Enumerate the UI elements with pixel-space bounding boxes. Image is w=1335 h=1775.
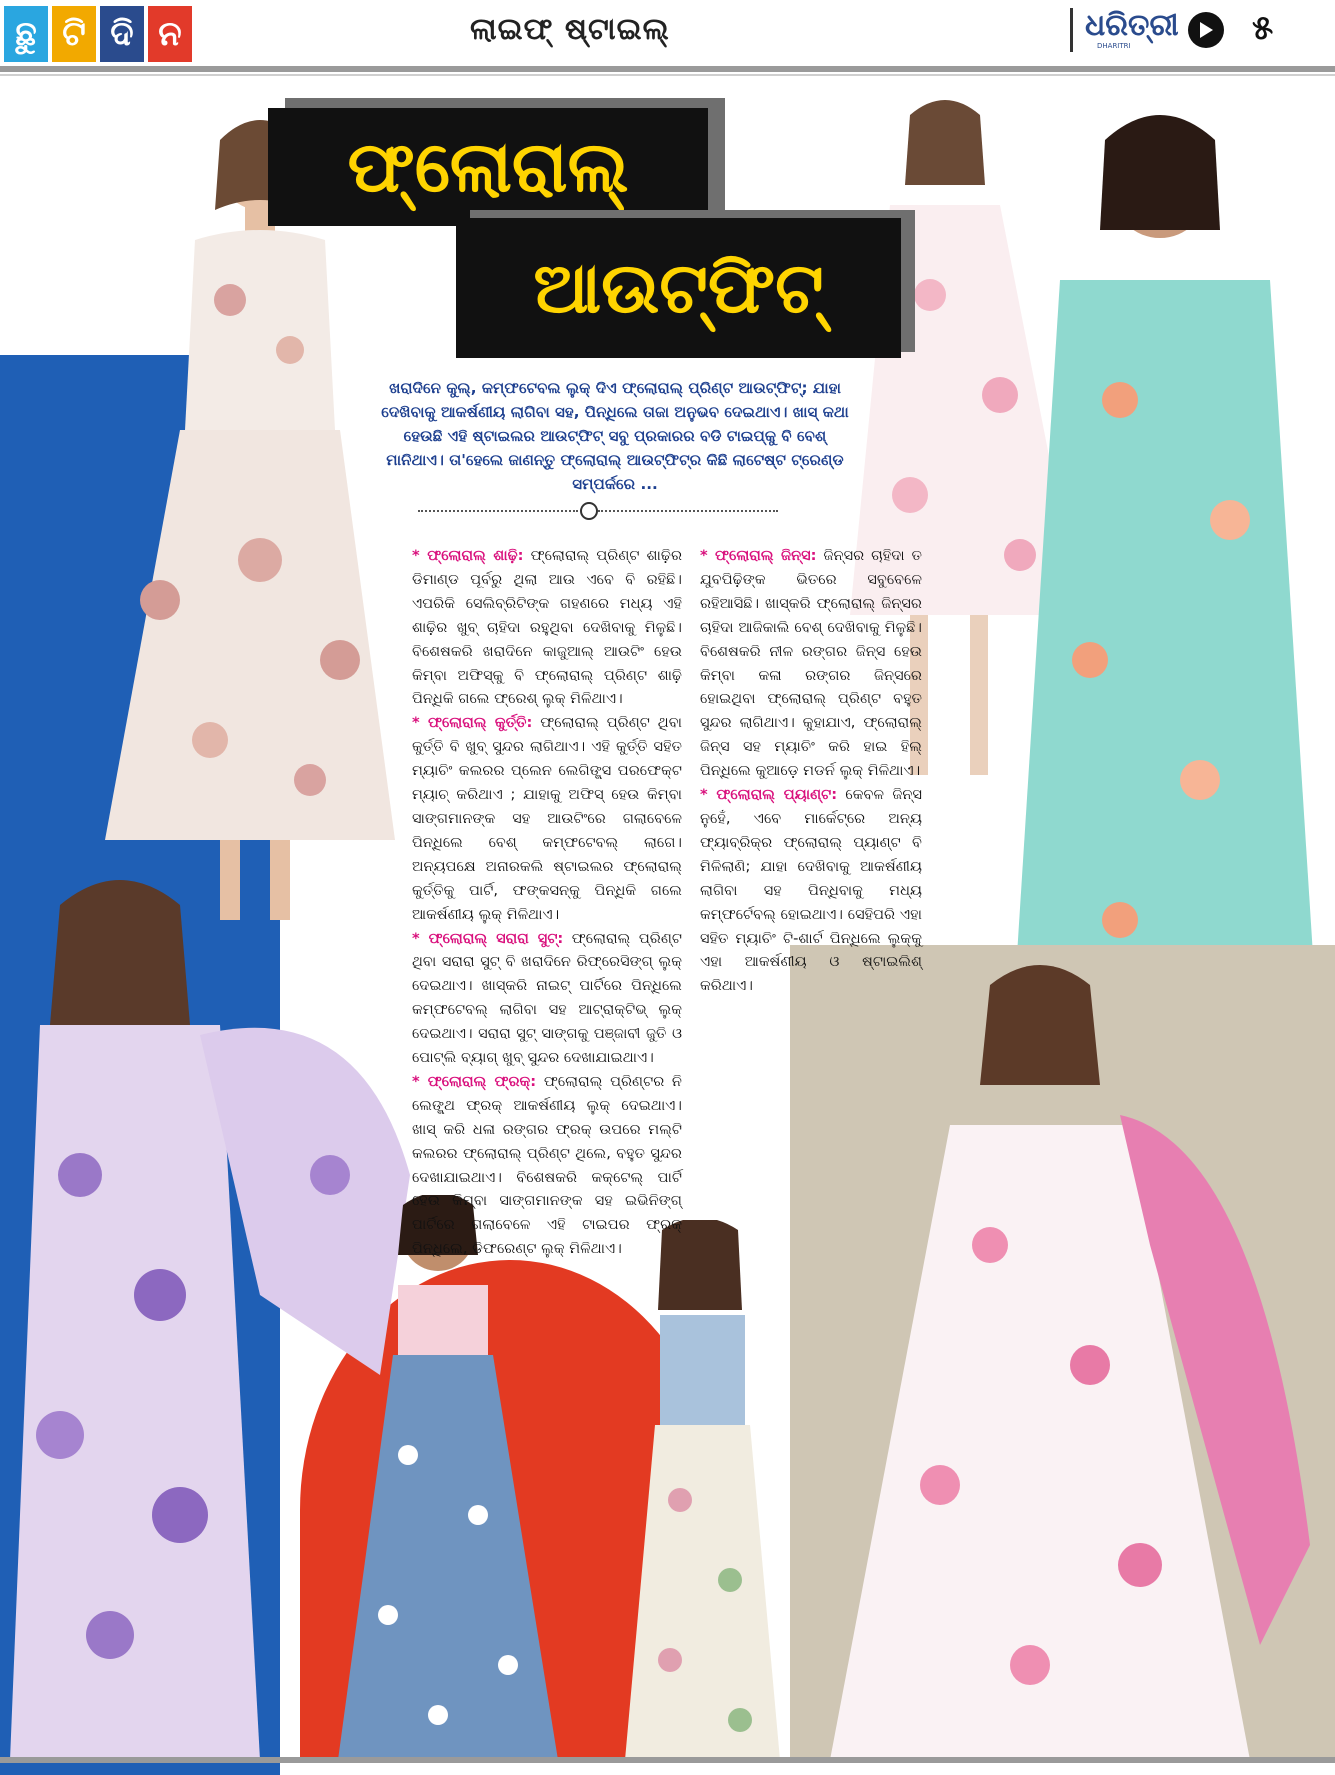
- header-rule: [0, 66, 1335, 72]
- section-heading: * ଫ୍ଲୋରାଲ୍ ଜିନ୍ସ:: [700, 547, 817, 564]
- article-section: [412, 927, 682, 1070]
- article-section: [412, 544, 682, 711]
- play-icon: [1188, 12, 1224, 48]
- section-heading: * ଫ୍ଲୋରାଲ୍ ସରାରା ସୁଟ୍:: [412, 929, 564, 947]
- footer-rule: [0, 1757, 1335, 1763]
- logo-char: ଦି: [100, 6, 144, 62]
- newspaper-logo: ଧରିତ୍ରୀ: [1085, 8, 1179, 43]
- headline-text: ଆଉଟ୍‌ଫିଟ୍: [533, 246, 824, 329]
- newspaper-logo-sub: DHARITRI: [1097, 42, 1131, 50]
- headline-line-1: [268, 108, 708, 226]
- section-body: କେବଳ ଜିନ୍ସ ନୁହେଁ, ଏବେ ମାର୍କେଟ୍‌ରେ ଅନ୍ୟ ଫ୍ୟାବ୍ରିକ୍‌ର ଫ୍ଲୋରାଲ୍ ପ୍ୟାଣ୍ଟ ବି ମିଳିଲାଣି; ଯାହା ଦେଖିବାକୁ ଆକର୍ଷଣୀୟ ଲାଗିବା ସହ ପିନ୍ଧିବାକୁ ମଧ୍ୟ କମ୍ଫର୍ଟେବଲ୍ ହୋଇଥାଏ। ସେହିପରି ଏହା ସହିତ ମ୍ୟାଚିଂ ଟି-ଶାର୍ଟ ପିନ୍ଧିଲେ ଲୁକ୍‌କୁ ଏହା ଆକର୍ଷଣୀୟ ଓ ଷ୍ଟାଇଲିଶ୍ କରିଥାଏ।: [700, 786, 922, 995]
- article-section: [700, 544, 922, 783]
- photo-floral-kurti: [790, 945, 1335, 1760]
- masthead: [0, 0, 1335, 72]
- section-body: ଫ୍ଲୋରାଲ୍ ପ୍ରିଣ୍ଟ ଶାଢ଼ିର ଡିମାଣ୍ଡ ପୂର୍ବରୁ ଥିଲା ଆଉ ଏବେ ବି ରହିଛି। ଏପରିକି ସେଲିବ୍ରିଟିଙ୍କ ଗହଣରେ ମଧ୍ୟ ଏହି ଶାଢ଼ିର ଖୁବ୍ ଚାହିଦା ରହୁଥିବା ଦେଖିବାକୁ ମିଳୁଛି। ବିଶେଷକରି ଖରାଦିନେ କାଜୁଆଲ୍ ଆଉଟିଂ ହେଉ କିମ୍ବା ଅଫିସ୍‌କୁ ବି ଫ୍ଲୋରାଲ୍ ପ୍ରିଣ୍ଟ ଶାଢ଼ି ପିନ୍ଧିକି ଗଲେ ଫ୍ରେଶ୍ ଲୁକ୍ ମିଳିଥାଏ।: [412, 547, 683, 708]
- photo-floral-saree-aqua: [1000, 100, 1330, 1065]
- header-rule: [0, 74, 1335, 76]
- logo-char: ନ: [148, 6, 192, 62]
- headline-text: ଫ୍ଲୋରାଲ୍: [347, 125, 629, 208]
- section-body: ଜିନ୍ସର ଚାହିଦା ତ ଯୁବପିଢ଼ିଙ୍କ ଭିତରେ ସବୁବେଳେ ରହିଆସିଛି। ଖାସ୍‌କରି ଫ୍ଲୋରାଲ୍ ଜିନ୍ସର ଚାହିଦା ଆଜିକାଲି ବେଶ୍ ଦେଖିବାକୁ ମିଳୁଛି। ବିଶେଷକରି ନୀଳ ରଙ୍ଗର ଜିନ୍ସ ହେଉ କିମ୍ବା କଳା ରଙ୍ଗର ଜିନ୍ସରେ ହୋଇଥିବା ଫ୍ଲୋରାଲ୍ ପ୍ରିଣ୍ଟ ବହୁତ ସୁନ୍ଦର ଲାଗିଥାଏ। କୁହାଯାଏ, ଫ୍ଲୋରାଲ୍ ଜିନ୍ସ ସହ ମ୍ୟାଚିଂ କରି ହାଇ ହିଲ୍ ପିନ୍ଧିଲେ କୁଆଡ଼େ ମଡର୍ନ ଲୁକ୍ ମିଳିଥାଏ।: [700, 547, 922, 780]
- headline-line-2: [456, 218, 901, 358]
- section-heading: * ଫ୍ଲୋରାଲ୍ ପ୍ୟାଣ୍ଟ:: [700, 786, 838, 804]
- section-heading: * ଫ୍ଲୋରାଲ୍ କୁର୍ତ୍ତି:: [412, 714, 533, 732]
- section-body: ଫ୍ଲୋରାଲ୍ ପ୍ରିଣ୍ଟ ଥିବା କୁର୍ତ୍ତି ବି ଖୁବ୍ ସୁନ୍ଦର ଲାଗିଥାଏ। ଏହି କୁର୍ତ୍ତି ସହିତ ମ୍ୟାଚିଂ କଲରର ପ୍ଲେନ ଲେଗିଙ୍ଗ୍ସ ପରଫେକ୍ଟ ମ୍ୟାଚ୍ କରିଥାଏ ; ଯାହାକୁ ଅଫିସ୍ ହେଉ କିମ୍ବା ସାଙ୍ଗମାନଙ୍କ ସହ ଆଉଟିଂରେ ଗଲାବେଳେ ପିନ୍ଧିଲେ ବେଶ୍ କମ୍ଫଟେବଲ୍ ଲାଗେ। ଅନ୍ୟପକ୍ଷେ ଅନାରକଲି ଷ୍ଟାଇଲର ଫ୍ଲୋରାଲ୍ କୁର୍ତ୍ତିକୁ ପାର୍ଟି, ଫଙ୍କସନ୍‌କୁ ପିନ୍ଧିକି ଗଲେ ଆକର୍ଷଣୀୟ ଲୁକ୍ ମିଳିଥାଏ।: [412, 714, 682, 923]
- article-column-2: [700, 544, 922, 998]
- article-section: [412, 711, 682, 926]
- logo-char: ଛୁ: [4, 6, 48, 62]
- section-title: ଲାଇଫ୍ ଷ୍ଟାଇଲ୍: [470, 12, 670, 47]
- article-column-1: [412, 544, 682, 1261]
- section-body: ଫ୍ଲୋରାଲ୍ ପ୍ରିଣ୍ଟ ଥିବା ସରାରା ସୁଟ୍ ବି ଖରାଦିନେ ରିଫ୍ରେସିଙ୍ଗ୍ ଲୁକ୍ ଦେଇଥାଏ। ଖାସ୍‌କରି ନାଇଟ୍ ପାର୍ଟିରେ ପିନ୍ଧିଲେ କମ୍ଫଟେବଲ୍ ଲାଗିବା ସହ ଆଟ୍ରାକ୍ଟିଭ୍ ଲୁକ୍ ଦେଇଥାଏ। ସରାରା ସୁଟ୍ ସାଙ୍ଗକୁ ପଞ୍ଜାବୀ ଜୁତି ଓ ପୋଟ୍ଲି ବ୍ୟାଗ୍ ଖୁବ୍ ସୁନ୍ଦର ଦେଖାଯାଇଥାଏ।: [412, 929, 682, 1067]
- section-logo: [4, 6, 192, 62]
- section-heading: * ଫ୍ଲୋରାଲ୍ ଫ୍ରକ୍:: [412, 1072, 537, 1090]
- divider-circle: [580, 502, 598, 520]
- section-heading: * ଫ୍ଲୋରାଲ୍ ଶାଢ଼ି:: [412, 547, 524, 564]
- logo-char: ଟି: [52, 6, 96, 62]
- page-number: ୫: [1252, 8, 1274, 48]
- photo-floral-jeans: [318, 1195, 568, 1760]
- intro-paragraph: ଖରାଦିନେ କୁଲ୍, କମ୍ଫଟେବଲ ଲୁକ୍ ଦିଏ ଫ୍ଲୋରାଲ୍ ପ୍ରିଣ୍ଟ ଆଉଟ୍‌ଫିଟ୍; ଯାହା ଦେଖିବାକୁ ଆକର୍ଷଣୀୟ ଲାଗିବା ସହ, ପିନ୍ଧିଲେ ତାଜା ଅନୁଭବ ଦେଇଥାଏ। ଖାସ୍ କଥା ହେଉଛି ଏହି ଷ୍ଟାଇଲର ଆଉଟ୍‌ଫିଟ୍ ସବୁ ପ୍ରକାରର ବଡି ଟାଇପ୍‌କୁ ବି ବେଶ୍ ମାନିଥାଏ। ତା'ହେଲେ ଜାଣନ୍ତୁ ଫ୍ଲୋରାଲ୍ ଆଉଟ୍‌ଫିଟ୍‌ର କିଛି ଲାଟେଷ୍ଟ ଟ୍ରେଣ୍ଡ ସମ୍ପର୍କରେ ...: [381, 379, 849, 493]
- article-section: [412, 1070, 682, 1261]
- divider-dotted: [598, 510, 778, 512]
- section-body: ଫ୍ଲୋରାଲ୍ ପ୍ରିଣ୍ଟର ନି ଲେଙ୍ଗ୍ଥ ଫ୍ରକ୍ ଆକର୍ଷଣୀୟ ଲୁକ୍ ଦେଇଥାଏ। ଖାସ୍ କରି ଧଳା ରଙ୍ଗର ଫ୍ରକ୍ ଉପରେ ମଲ୍ଟି କଲରର ଫ୍ଲୋରାଲ୍ ପ୍ରିଣ୍ଟ ଥିଲେ, ବହୁତ ସୁନ୍ଦର ଦେଖାଯାଇଥାଏ। ବିଶେଷକରି କକ୍‌ଟେଲ୍ ପାର୍ଟି ହେଉ କିମ୍ବା ସାଙ୍ଗମାନଙ୍କ ସହ ଇଭିନିଙ୍ଗ୍ ପାର୍ଟିରେ ଗଲାବେଳେ ଏହି ଟାଇପର ଫ୍ରକ୍ ପିନ୍ଧିଲେ, ଡିଫରେଣ୍ଟ ଲୁକ୍ ମିଳିଥାଏ।: [412, 1072, 682, 1258]
- divider-dotted: [418, 510, 578, 512]
- divider: [1070, 8, 1073, 52]
- photo-floral-pants: [600, 1220, 800, 1760]
- article-section: [700, 783, 922, 998]
